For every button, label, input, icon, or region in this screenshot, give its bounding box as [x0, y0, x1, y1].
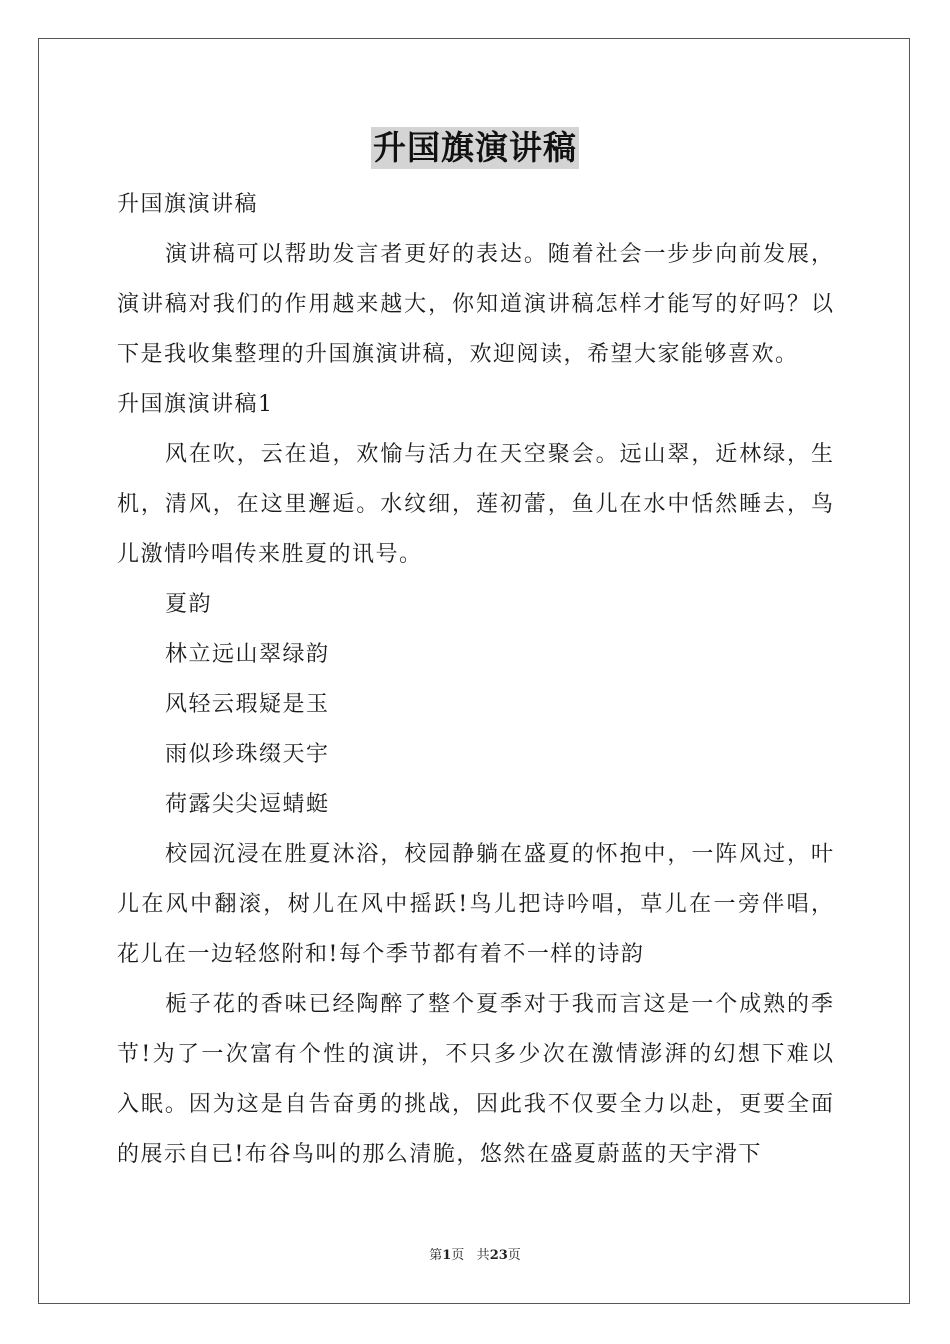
- text-line: 儿激情吟唱传来胜夏的讯号。: [117, 542, 423, 567]
- text-line: 下是我收集整理的升国旗演讲稿，欢迎阅读，希望大家能够喜欢。: [117, 342, 799, 367]
- text-line: 林立远山翠绿韵: [165, 642, 330, 667]
- title-container: [0, 127, 950, 169]
- text-line: 花儿在一边轻悠附和!每个季节都有着不一样的诗韵: [117, 942, 645, 967]
- text-line: 风在吹，云在追，欢愉与活力在天空聚会。远山翠，近林绿，生: [165, 442, 833, 467]
- text-line: 演讲稿可以帮助发言者更好的表达。随着社会一步步向前发展，: [165, 242, 833, 267]
- text-line: 入眠。因为这是自告奋勇的挑战，因此我不仅要全力以赴，更要全面: [117, 1092, 833, 1117]
- page-footer: [0, 1247, 950, 1265]
- text-line: 校园沉浸在胜夏沐浴，校园静躺在盛夏的怀抱中，一阵风过，叶: [165, 842, 833, 867]
- text-line: 的展示自已!布谷鸟叫的那么清脆，悠然在盛夏蔚蓝的天宇滑下: [117, 1142, 762, 1167]
- total-pages-number: 23: [489, 1248, 508, 1263]
- page-label-prefix: 第: [429, 1248, 443, 1263]
- page-label-suffix: 页: [451, 1248, 465, 1263]
- total-label-prefix: 共: [476, 1248, 490, 1263]
- text-line: 荷露尖尖逗蜻蜓: [165, 792, 330, 817]
- document-body: [117, 180, 833, 1180]
- text-line: 雨似珍珠缀天宇: [165, 742, 330, 767]
- text-line: 升国旗演讲稿1: [117, 392, 274, 417]
- text-line: 夏韵: [165, 592, 213, 617]
- text-line: 栀子花的香味已经陶醉了整个夏季对于我而言这是一个成熟的季: [165, 992, 833, 1017]
- text-line: 节!为了一次富有个性的演讲，不只多少次在激情澎湃的幻想下难以: [117, 1042, 833, 1067]
- text-line: 儿在风中翻滚，树儿在风中摇跃!鸟儿把诗吟唱，草儿在一旁伴唱，: [117, 892, 833, 917]
- text-line: 风轻云瑕疑是玉: [165, 692, 330, 717]
- text-line: 升国旗演讲稿: [117, 192, 259, 217]
- text-line: 机，清风，在这里邂逅。水纹细，莲初蕾，鱼儿在水中恬然睡去，鸟: [117, 492, 833, 517]
- current-page-number: 1: [442, 1248, 452, 1263]
- total-label-suffix: 页: [507, 1248, 521, 1263]
- text-line: 演讲稿对我们的作用越来越大，你知道演讲稿怎样才能写的好吗？以: [117, 292, 833, 317]
- document-title: 升国旗演讲稿: [373, 128, 577, 167]
